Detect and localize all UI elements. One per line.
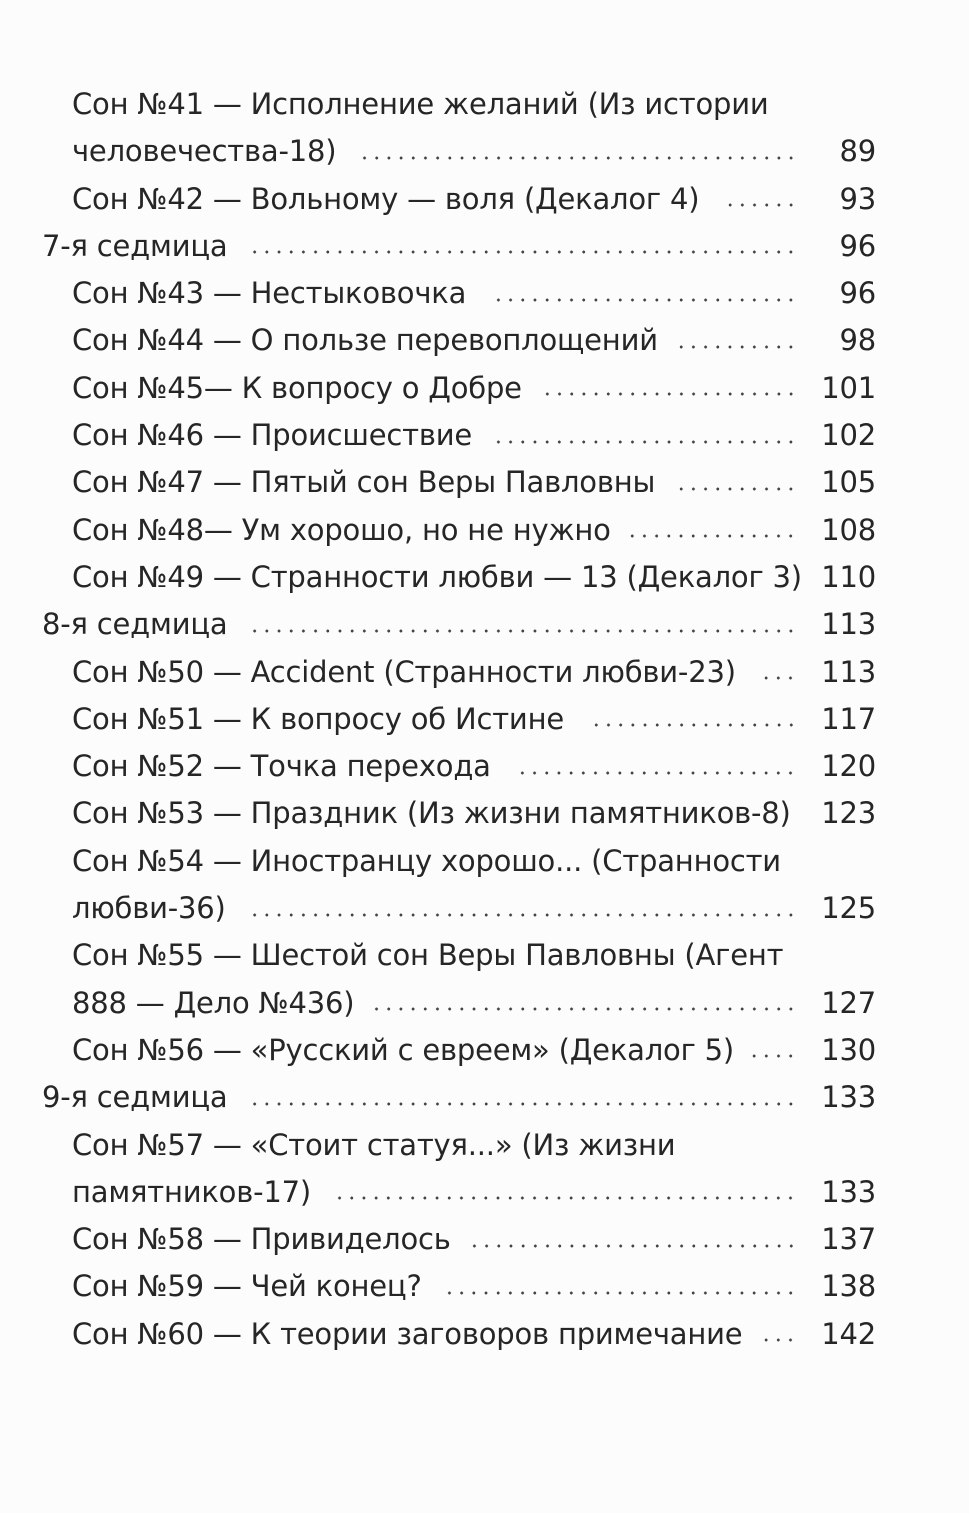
- toc-entry-title: Сон №41 — Исполнение желаний (Из истории: [72, 87, 769, 121]
- toc-entry-row: [0, 838, 969, 885]
- toc-page-number: 137: [821, 1222, 876, 1257]
- dot-leader: [675, 459, 797, 506]
- toc-page-number: 96: [839, 228, 876, 263]
- toc-entry-row: [0, 885, 969, 932]
- toc-entry-row: [0, 317, 969, 364]
- toc-page-number: 89: [839, 134, 876, 169]
- toc-page-number: 125: [821, 891, 876, 926]
- toc-section-row: [0, 1074, 969, 1121]
- dot-leader: [333, 1169, 797, 1216]
- toc-page-number: 102: [821, 418, 876, 453]
- toc-page-number: 120: [821, 749, 876, 784]
- toc-page-number: 142: [821, 1316, 876, 1351]
- toc-entry-row: [0, 1263, 969, 1310]
- toc-section-title: 7-я седмица: [42, 228, 228, 263]
- toc-page-number: 138: [821, 1269, 876, 1304]
- toc-page-number: 130: [821, 1032, 876, 1067]
- toc-entry-row: [0, 980, 969, 1027]
- dot-leader: [468, 1216, 797, 1263]
- toc-section-title: 9-я седмица: [42, 1080, 228, 1115]
- toc-entry-title: Сон №56 — «Русский с евреем» (Декалог 5): [72, 1032, 735, 1067]
- toc-entry-row: [0, 1216, 969, 1263]
- toc-entry-row: [0, 270, 969, 317]
- toc-entry-row: [0, 128, 969, 175]
- toc-entry-row: [0, 365, 969, 412]
- toc-entry-title: 888 — Дело №436): [72, 985, 355, 1020]
- toc-entry-row: [0, 1169, 969, 1216]
- dot-leader: [760, 649, 797, 696]
- toc-entry-title: Сон №45— К вопросу о Добре: [72, 370, 522, 405]
- dot-leader: [492, 412, 797, 459]
- toc-section-title: 8-я седмица: [42, 607, 228, 642]
- dot-leader: [248, 1074, 797, 1121]
- toc-page-number: 117: [821, 701, 876, 736]
- toc-page-number: 110: [821, 559, 876, 594]
- toc-entry-title: Сон №44 — О пользе перевоплощений: [72, 323, 658, 358]
- toc-page-number: 96: [839, 276, 876, 311]
- toc-page-number: 123: [821, 796, 876, 831]
- dot-leader: [248, 601, 797, 648]
- toc-entry-row: [0, 81, 969, 128]
- dot-leader: [675, 317, 797, 364]
- toc-entry-row: [0, 696, 969, 743]
- toc-section-row: [0, 223, 969, 270]
- toc-entry-row: [0, 743, 969, 790]
- table-of-contents: [0, 81, 969, 1358]
- toc-entry-title: Сон №49 — Странности любви — 13 (Декалог 3): [72, 559, 802, 594]
- dot-leader: [724, 176, 797, 223]
- dot-leader: [443, 1263, 797, 1310]
- toc-entry-row: [0, 649, 969, 696]
- toc-entry-row: [0, 507, 969, 554]
- toc-entry-title: Сон №43 — Нестыковочка: [72, 276, 467, 311]
- dot-leader: [516, 743, 797, 790]
- toc-entry-title: Сон №42 — Вольному — воля (Декалог 4): [72, 181, 700, 216]
- toc-entry-row: [0, 412, 969, 459]
- toc-page-number: 98: [839, 323, 876, 358]
- toc-page-number: 93: [839, 181, 876, 216]
- toc-entry-title: Сон №57 — «Стоит статуя...» (Из жизни: [72, 1127, 676, 1162]
- toc-entry-row: [0, 1027, 969, 1074]
- toc-entry-title: памятников-17): [72, 1174, 311, 1209]
- dot-leader: [492, 270, 797, 317]
- dot-leader: [590, 696, 797, 743]
- dot-leader: [748, 1027, 797, 1074]
- toc-entry-row: [0, 1311, 969, 1358]
- toc-entry-row: [0, 459, 969, 506]
- dot-leader: [760, 1311, 797, 1358]
- toc-page-number: 133: [821, 1080, 876, 1115]
- toc-page-number: 127: [821, 985, 876, 1020]
- toc-entry-title: Сон №46 — Происшествие: [72, 418, 473, 453]
- dot-leader: [541, 365, 797, 412]
- dot-leader: [370, 980, 797, 1027]
- toc-entry-title: Сон №50 — Accident (Странности любви-23): [72, 654, 736, 689]
- toc-entry-title: Сон №51 — К вопросу об Истине: [72, 701, 564, 736]
- dot-leader: [248, 223, 797, 270]
- toc-entry-row: [0, 790, 969, 837]
- toc-entry-title: Сон №60 — К теории заговоров примечание: [72, 1316, 743, 1351]
- toc-page-number: 108: [821, 512, 876, 547]
- toc-page-number: 113: [821, 654, 876, 689]
- toc-entry-title: Сон №59 — Чей конец?: [72, 1269, 422, 1304]
- toc-entry-title: любви-36): [72, 891, 226, 926]
- toc-page-number: 113: [821, 607, 876, 642]
- toc-entry-row: [0, 176, 969, 223]
- toc-entry-title: Сон №54 — Иностранцу хорошо... (Странности: [72, 843, 781, 878]
- toc-entry-title: Сон №58 — Привиделось: [72, 1222, 451, 1257]
- toc-entry-title: Сон №52 — Точка перехода: [72, 749, 491, 784]
- dot-leader: [358, 128, 797, 175]
- toc-page-number: 105: [821, 465, 876, 500]
- toc-entry-title: человечества-18): [72, 134, 337, 169]
- toc-entry-title: Сон №47 — Пятый сон Веры Павловны: [72, 465, 656, 500]
- toc-entry-title: Сон №53 — Праздник (Из жизни памятников-8): [72, 796, 791, 831]
- toc-entry-title: Сон №48— Ум хорошо, но не нужно: [72, 512, 611, 547]
- toc-entry-row: [0, 932, 969, 979]
- dot-leader: [248, 885, 797, 932]
- toc-entry-row: [0, 554, 969, 601]
- toc-page-number: 101: [821, 370, 876, 405]
- dot-leader: [626, 507, 797, 554]
- toc-entry-row: [0, 1122, 969, 1169]
- toc-page-number: 133: [821, 1174, 876, 1209]
- toc-entry-title: Сон №55 — Шестой сон Веры Павловны (Агент: [72, 938, 784, 973]
- toc-section-row: [0, 601, 969, 648]
